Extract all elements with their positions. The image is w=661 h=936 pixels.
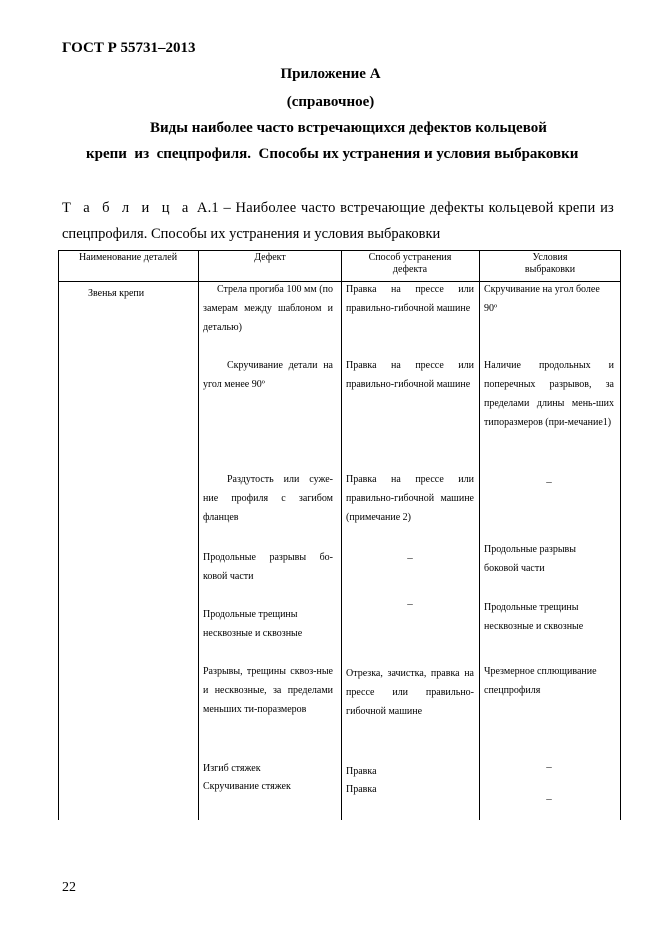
row3-defect: Раздутость или суже-ние профиля с загибом фланцев (203, 474, 333, 523)
appendix-subtitle: (справочное) (286, 94, 375, 110)
row2-condition: Наличие продольных и поперечных разрывов, за пределами длины мень-ших типоразмеров (при-мечание1) (484, 360, 614, 428)
table-caption-line1 (62, 198, 614, 218)
defects-table (58, 250, 621, 820)
table-caption-prefix: Т а б л и ц а (62, 200, 193, 216)
part-name: Звенья крепи (88, 288, 145, 299)
row6-method: Отрезка, зачистка, правка на прессе или правильно-гибочной машине (346, 668, 474, 717)
row5-defect: Продольные трещины несквозные и сквозные (203, 609, 303, 639)
table-col-divider-2 (341, 250, 342, 820)
row3-method: Правка на прессе или правильно-гибочной машине (примечание 2) (346, 474, 474, 523)
row5-method: – (407, 598, 413, 610)
header-condition: Условия выбраковки (524, 252, 576, 275)
row7-method-a: Правка (346, 766, 377, 777)
row7-defect-a: Изгиб стяжек (203, 763, 261, 774)
row3-condition: – (546, 476, 552, 488)
row5-condition: Продольные трещины несквозные и сквозные (484, 602, 584, 632)
row2-method: Правка на прессе или правильно-гибочной машине (346, 360, 474, 390)
row1-condition: Скручивание на угол более 90º (484, 284, 600, 314)
table-left-border (58, 250, 59, 820)
header-method: Способ устранения дефекта (368, 252, 452, 275)
row4-condition: Продольные разрывы боковой части (484, 544, 576, 574)
standard-designation: ГОСТ Р 55731–2013 (62, 40, 196, 56)
header-defect: Дефект (254, 252, 286, 263)
row4-defect: Продольные разрывы бо-ковой части (203, 552, 333, 582)
row2-defect: Скручивание детали на угол менее 90º (203, 360, 333, 390)
page-number: 22 (62, 880, 76, 895)
table-caption-line2: спецпрофиля. Способы их устранения и условия выбраковки (62, 226, 441, 242)
row7-condition-b: – (546, 793, 552, 805)
table-caption-text: А.1 – Наиболее часто встречающие дефекты кольцевой крепи из (196, 200, 614, 216)
row7-method-b: Правка (346, 784, 377, 795)
row1-defect: Стрела прогиба 100 мм (по замерам между шаблоном и деталью) (203, 284, 333, 333)
row4-method: – (407, 552, 413, 564)
header-part-name: Наименование деталей (78, 252, 178, 263)
table-right-border (620, 250, 621, 820)
row1-method: Правка на прессе или правильно-гибочной машине (346, 284, 474, 314)
table-top-border (58, 250, 621, 251)
appendix-heading-line2: крепи из спецпрофиля. Способы их устранения и условия выбраковки (86, 146, 579, 162)
row6-condition: Чрезмерное сплющивание спецпрофиля (484, 666, 597, 696)
appendix-title: Приложение А (280, 66, 381, 82)
appendix-heading-line1: Виды наиболее часто встречающихся дефектов кольцевой (150, 120, 547, 136)
row7-defect-b: Скручивание стяжек (203, 781, 291, 792)
table-col-divider-3 (479, 250, 480, 820)
row7-condition-a: – (546, 761, 552, 773)
row6-defect: Разрывы, трещины сквоз-ные и несквозные, за пределами меньших ти-поразмеров (203, 666, 333, 715)
table-col-divider-1 (198, 250, 199, 820)
